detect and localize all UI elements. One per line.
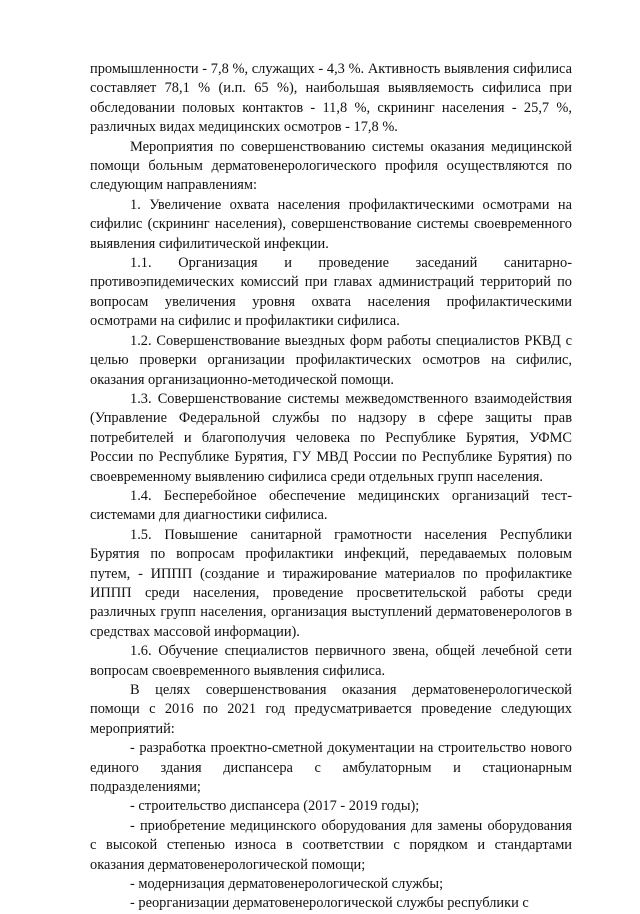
list-item-reorganization: - реорганизации дерматовенерологической службы республики с <box>130 895 529 912</box>
paragraph-item-1-4: 1.4. Бесперебойное обеспечение медицинских организаций тест-системами для диагностики сифилиса. <box>90 487 572 524</box>
document-body <box>90 60 572 914</box>
paragraph-item-1-5: 1.5. Повышение санитарной грамотности населения Республики Бурятия по вопросам профилактики инфекций, передаваемых половым путем, - ИППП (создание и тиражирование материалов по профилактике ИППП среди населения, проведение просветительской работы среди различных групп населения, организация выступлений дерматовенерологов в средствах массовой информации). <box>90 526 572 640</box>
list-item-construction: - строительство диспансера (2017 - 2019 годы); <box>130 798 420 815</box>
paragraph-measures-intro: Мероприятия по совершенствованию системы оказания медицинской помощи больным дерматовенерологического профиля осуществляются по следующим направлениям: <box>90 138 572 194</box>
paragraph-statistics-continued: промышленности - 7,8 %, служащих - 4,3 %. Активность выявления сифилиса составляет 78,1 % (и.п. 65 %), наибольшая выявляемость сифилиса при обследовании половых контактов - 11,8 %, скрининг населения - 25,7 %, различных видах медицинских осмотров - 17,8 %. <box>90 61 572 136</box>
list-item-equipment-purchase: - приобретение медицинского оборудования для замены оборудования с высокой степенью износа в соответствии с порядком и стандартами оказания дерматовенерологической помощи; <box>90 817 572 873</box>
paragraph-item-1: 1. Увеличение охвата населения профилактическими осмотрами на сифилис (скрининг населения), совершенствование системы своевременного выявления сифилитической инфекции. <box>90 196 572 252</box>
paragraph-item-1-3: 1.3. Совершенствование системы межведомственного взаимодействия (Управление Федеральной службы по надзору в сфере защиты прав потребителей и благополучия человека по Республике Бурятия, УФМС России по Республике Бурятия, ГУ МВД России по Республике Бурятия) по своевременному выявлению сифилиса среди отдельных групп населения. <box>90 390 572 485</box>
list-item-design-documentation: - разработка проектно-сметной документации на строительство нового единого здания диспансера с амбулаторным и стационарным подразделениями; <box>90 740 572 796</box>
paragraph-planned-measures-intro: В целях совершенствования оказания дерматовенерологической помощи с 2016 по 2021 год предусматривается проведение следующих мероприятий: <box>90 682 572 737</box>
paragraph-item-1-1: 1.1. Организация и проведение заседаний санитарно-противоэпидемических комиссий при главах администраций территорий по вопросам увеличения уровня охвата населения профилактическими осмотрами на сифилис и профилактики сифилиса. <box>90 255 572 330</box>
paragraph-item-1-6: 1.6. Обучение специалистов первичного звена, общей лечебной сети вопросам своевременного выявления сифилиса. <box>90 643 572 679</box>
paragraph-item-1-2: 1.2. Совершенствование выездных форм работы специалистов РКВД с целью проверки организации профилактических осмотров на сифилис, оказания организационно-методической помощи. <box>90 332 572 388</box>
list-item-modernization: - модернизация дерматовенерологической службы; <box>130 876 444 893</box>
